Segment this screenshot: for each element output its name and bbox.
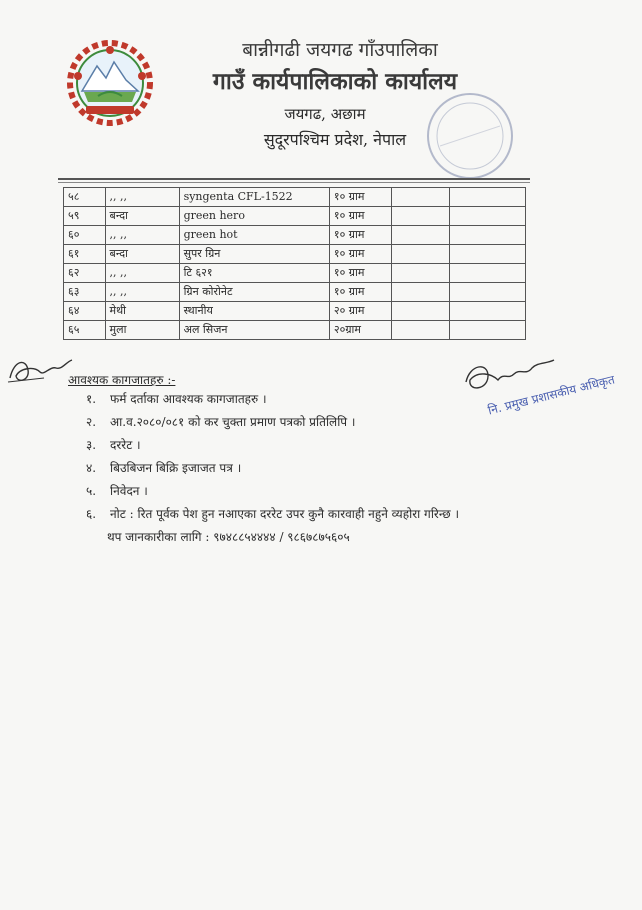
variety-cell: स्थानीय	[179, 302, 329, 321]
blank-cell	[450, 264, 526, 283]
blank-cell	[392, 207, 450, 226]
quantity-cell: २० ग्राम	[329, 302, 392, 321]
crop-cell: ,, ,,	[105, 283, 179, 302]
quantity-cell: १० ग्राम	[329, 188, 392, 207]
crop-cell: ,, ,,	[105, 188, 179, 207]
serial-number-cell: ६२	[64, 264, 106, 283]
requirement-text: नोट : रित पूर्वक पेश हुन नआएका दररेट उपर कुनै कारवाही नहुने व्यहोरा गरिन्छ ।	[110, 507, 460, 521]
requirement-text: निवेदन ।	[110, 484, 148, 498]
table-row	[64, 302, 526, 321]
crop-cell: मुला	[105, 321, 179, 340]
crop-cell: बन्दा	[105, 207, 179, 226]
requirement-item	[86, 436, 141, 453]
table-row	[64, 264, 526, 283]
nepal-emblem-icon	[62, 36, 158, 130]
blank-cell	[450, 207, 526, 226]
blank-cell	[392, 226, 450, 245]
quantity-cell: १० ग्राम	[329, 226, 392, 245]
blank-cell	[392, 188, 450, 207]
variety-cell: syngenta CFL-1522	[179, 188, 329, 207]
office-name: गाउँ कार्यपालिकाको कार्यालय	[212, 68, 458, 95]
province-name: सुदूरपश्चिम प्रदेश, नेपाल	[263, 130, 407, 149]
requirement-item	[86, 459, 241, 476]
signature-left-icon	[4, 350, 76, 390]
requirement-text: आ.व.२०८०/०८१ को कर चुक्ता प्रमाण पत्रको प्रतिलिपि ।	[110, 415, 356, 429]
table-row	[64, 321, 526, 340]
serial-number-cell: ६४	[64, 302, 106, 321]
table-row	[64, 188, 526, 207]
header-divider-thin	[58, 182, 530, 183]
blank-cell	[392, 321, 450, 340]
office-stamp-icon	[420, 86, 520, 186]
variety-cell: green hot	[179, 226, 329, 245]
header-divider	[58, 178, 530, 180]
quantity-cell: १० ग्राम	[329, 283, 392, 302]
variety-cell: अल सिजन	[179, 321, 329, 340]
requirement-text: दररेट ।	[110, 438, 141, 452]
variety-cell: green hero	[179, 207, 329, 226]
blank-cell	[450, 302, 526, 321]
quantity-cell: १० ग्राम	[329, 245, 392, 264]
office-location: जयगढ, अछाम	[284, 105, 366, 123]
variety-cell: ग्रिन कोरोनेट	[179, 283, 329, 302]
requirement-number: ६.	[86, 507, 97, 521]
serial-number-cell: ६०	[64, 226, 106, 245]
blank-cell	[450, 245, 526, 264]
requirement-number: ५.	[86, 484, 97, 498]
blank-cell	[450, 283, 526, 302]
table-row	[64, 245, 526, 264]
table-row	[64, 226, 526, 245]
contact-info: थप जानकारीका लागि : ९७४८८५४४४४ / ९८६७८७५६०५	[107, 530, 350, 544]
blank-cell	[450, 321, 526, 340]
serial-number-cell: ५८	[64, 188, 106, 207]
requirements-title: आवश्यक कागजातहरु :-	[68, 373, 176, 387]
table-row	[64, 283, 526, 302]
blank-cell	[450, 188, 526, 207]
requirement-number: १.	[86, 392, 97, 406]
variety-cell: टि ६२१	[179, 264, 329, 283]
requirement-item	[86, 505, 459, 522]
crop-cell: मेथी	[105, 302, 179, 321]
requirement-text: फर्म दर्ताका आवश्यक कागजातहरु ।	[110, 392, 267, 406]
requirement-item	[86, 482, 148, 499]
blank-cell	[392, 245, 450, 264]
serial-number-cell: ६३	[64, 283, 106, 302]
officer-stamp-text: नि. प्रमुख प्रशासकीय अधिकृत	[486, 372, 617, 418]
requirement-number: २.	[86, 415, 97, 429]
serial-number-cell: ६१	[64, 245, 106, 264]
blank-cell	[392, 302, 450, 321]
requirement-number: ४.	[86, 461, 97, 475]
serial-number-cell: ६५	[64, 321, 106, 340]
blank-cell	[450, 226, 526, 245]
crop-cell: ,, ,,	[105, 226, 179, 245]
variety-cell: सुपर ग्रिन	[179, 245, 329, 264]
quantity-cell: १० ग्राम	[329, 207, 392, 226]
serial-number-cell: ५९	[64, 207, 106, 226]
table-row	[64, 207, 526, 226]
quantity-cell: २०ग्राम	[329, 321, 392, 340]
requirement-text: बिउबिजन बिक्रि इजाजत पत्र ।	[110, 461, 242, 475]
quantity-cell: १० ग्राम	[329, 264, 392, 283]
seed-list-table	[63, 187, 526, 340]
crop-cell: बन्दा	[105, 245, 179, 264]
blank-cell	[392, 283, 450, 302]
blank-cell	[392, 264, 450, 283]
requirement-item	[86, 390, 267, 407]
requirement-item	[86, 413, 355, 430]
crop-cell: ,, ,,	[105, 264, 179, 283]
municipality-name: बान्नीगढी जयगढ गाँउपालिका	[242, 39, 438, 61]
requirement-number: ३.	[86, 438, 97, 452]
